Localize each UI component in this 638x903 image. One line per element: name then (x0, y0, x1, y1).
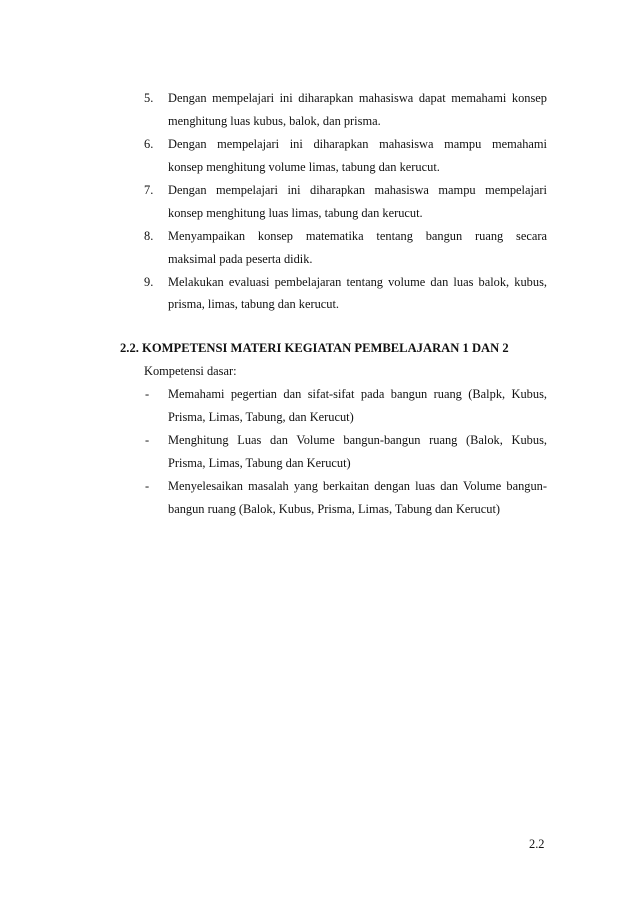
item-text-line: Dengan mempelajari ini diharapkan mahasiswa mampu mempelajari (168, 184, 547, 197)
page-number: 2.2 (529, 837, 545, 851)
item-text-line: Dengan mempelajari ini diharapkan mahasiswa dapat memahami konsep (168, 92, 547, 105)
bullet-marker: - (145, 387, 150, 401)
bullet-text-line: Prisma, Limas, Tabung, dan Kerucut) (168, 410, 354, 424)
item-text-line: Melakukan evaluasi pembelajaran tentang volume dan luas balok, kubus, (168, 276, 547, 289)
bullet-text-line: bangun ruang (Balok, Kubus, Prisma, Limas, Tabung dan Kerucut) (168, 502, 501, 516)
bullet-text-line: Prisma, Limas, Tabung dan Kerucut) (168, 456, 351, 470)
bullet-marker: - (145, 479, 150, 493)
bullet-text-line: Menghitung Luas dan Volume bangun-bangun ruang (Balok, Kubus, (168, 434, 547, 447)
item-number: 8. (144, 229, 154, 243)
section-heading: 2.2. KOMPETENSI MATERI KEGIATAN PEMBELAJARAN 1 DAN 2 (120, 341, 509, 355)
item-number: 5. (144, 91, 154, 105)
section-subheading: Kompetensi dasar: (144, 364, 237, 378)
item-text-line: prisma, limas, tabung dan kerucut. (168, 297, 340, 311)
item-number: 7. (144, 183, 154, 197)
item-number: 9. (144, 275, 154, 289)
item-text-line: konsep menghitung luas limas, tabung dan kerucut. (168, 206, 423, 220)
bullet-text-line: Memahami pegertian dan sifat-sifat pada bangun ruang (Balpk, Kubus, (168, 388, 547, 401)
item-text-line: menghitung luas kubus, balok, dan prisma. (168, 114, 381, 128)
bullet-text-line: Menyelesaikan masalah yang berkaitan dengan luas dan Volume bangun- (168, 480, 547, 493)
item-text-line: konsep menghitung volume limas, tabung dan kerucut. (168, 160, 440, 174)
item-text-line: maksimal pada peserta didik. (168, 252, 313, 266)
item-text-line: Menyampaikan konsep matematika tentang bangun ruang secara (168, 230, 547, 243)
bullet-marker: - (145, 433, 150, 447)
item-text-line: Dengan mempelajari ini diharapkan mahasiswa mampu memahami (168, 138, 547, 151)
item-number: 6. (144, 137, 154, 151)
